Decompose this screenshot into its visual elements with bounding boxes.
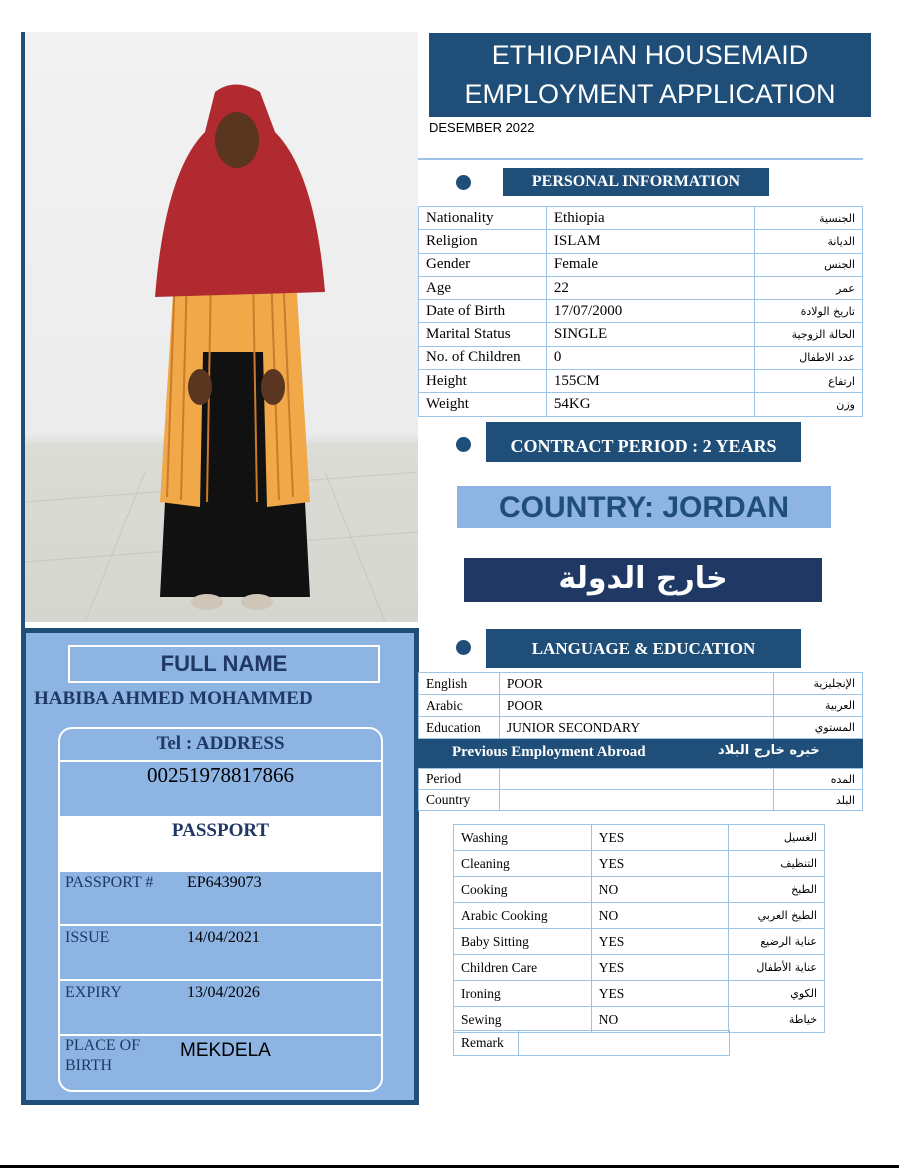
row-arabic-label: ارتفاع: [755, 370, 863, 393]
card-divider: [60, 979, 381, 981]
row-label: Washing: [454, 825, 592, 851]
table-row: [419, 790, 863, 811]
table-row: [454, 929, 825, 955]
row-arabic-label: التنظيف: [729, 851, 825, 877]
row-arabic-label: الطبخ: [729, 877, 825, 903]
row-value: SINGLE: [546, 323, 754, 346]
row-label: No. of Children: [419, 346, 547, 369]
full-name-value: HABIBA AHMED MOHAMMED: [34, 688, 313, 709]
remark-label: Remark: [454, 1031, 519, 1056]
row-label: Date of Birth: [419, 300, 547, 323]
row-label: Education: [419, 717, 500, 739]
row-value: YES: [591, 955, 728, 981]
table-row: [419, 230, 863, 253]
contract-period: CONTRACT PERIOD : 2 YEARS: [486, 422, 801, 462]
document-title: [429, 33, 871, 117]
row-value: YES: [591, 825, 728, 851]
row-label: Arabic Cooking: [454, 903, 592, 929]
row-label: Nationality: [419, 207, 547, 230]
row-value: NO: [591, 903, 728, 929]
tel-label: Tel : ADDRESS: [156, 733, 285, 754]
bullet-icon: [456, 175, 471, 190]
card-divider: [60, 924, 381, 926]
row-label: Religion: [419, 230, 547, 253]
row-arabic-label: وزن: [755, 393, 863, 416]
row-label: Gender: [419, 253, 547, 276]
row-arabic-label: المده: [774, 769, 863, 790]
row-arabic-label: عدد الاطفال: [755, 346, 863, 369]
country-banner: COUNTRY: JORDAN: [457, 486, 831, 528]
row-arabic-label: الإنجليزية: [774, 673, 863, 695]
language-education-heading: LANGUAGE & EDUCATION: [486, 629, 801, 668]
remark-table: [453, 1030, 730, 1056]
row-value: 22: [546, 276, 754, 299]
row-label: Age: [419, 276, 547, 299]
expiry-label: EXPIRY: [65, 984, 122, 1001]
table-row: [454, 981, 825, 1007]
applicant-photo: [25, 32, 418, 622]
issue-label: ISSUE: [65, 929, 110, 946]
table-row: [454, 825, 825, 851]
row-value: Female: [546, 253, 754, 276]
row-arabic-label: عناية الرضيع: [729, 929, 825, 955]
row-value: JUNIOR SECONDARY: [499, 717, 773, 739]
previous-employment-title: Previous Employment Abroad: [452, 744, 646, 760]
row-value: NO: [591, 877, 728, 903]
row-arabic-label: الكوي: [729, 981, 825, 1007]
row-value: YES: [591, 929, 728, 955]
header-separator: [418, 158, 863, 160]
language-table: [418, 672, 863, 739]
row-arabic-label: الديانة: [755, 230, 863, 253]
issue-value: 14/04/2021: [187, 929, 260, 946]
table-row: [419, 207, 863, 230]
row-arabic-label: الجنسية: [755, 207, 863, 230]
row-label: English: [419, 673, 500, 695]
row-arabic-label: خياطة: [729, 1007, 825, 1033]
birthplace-label: PLACE OF: [65, 1037, 141, 1054]
title-line-2: EMPLOYMENT APPLICATION: [464, 79, 836, 109]
table-row: [454, 877, 825, 903]
row-arabic-label: البلد: [774, 790, 863, 811]
row-arabic-label: تاريخ الولادة: [755, 300, 863, 323]
previous-employment-table: [418, 768, 863, 811]
row-arabic-label: العربية: [774, 695, 863, 717]
row-label: Ironing: [454, 981, 592, 1007]
row-value: POOR: [499, 695, 773, 717]
previous-employment-title-ar: خبره خارج البلاد: [718, 743, 820, 758]
table-row: [419, 300, 863, 323]
row-label: Sewing: [454, 1007, 592, 1033]
row-label: Height: [419, 370, 547, 393]
row-label: Baby Sitting: [454, 929, 592, 955]
table-row: [419, 253, 863, 276]
row-label: Cooking: [454, 877, 592, 903]
bullet-icon: [456, 437, 471, 452]
row-value: 54KG: [546, 393, 754, 416]
birthplace-value: MEKDELA: [180, 1040, 271, 1061]
table-row: [419, 717, 863, 739]
remark-value: [519, 1031, 730, 1056]
table-row: [419, 673, 863, 695]
table-row: [419, 695, 863, 717]
birthplace-label-2: BIRTH: [65, 1057, 113, 1074]
card-divider: [60, 760, 381, 762]
full-name-label: FULL NAME: [68, 645, 380, 683]
table-row: [419, 346, 863, 369]
row-arabic-label: عناية الأطفال: [729, 955, 825, 981]
row-arabic-label: الحالة الزوجية: [755, 323, 863, 346]
row-value: Ethiopia: [546, 207, 754, 230]
row-label: Arabic: [419, 695, 500, 717]
passport-number-value: EP6439073: [187, 874, 262, 891]
passport-number-label: PASSPORT #: [65, 874, 154, 891]
table-row: [419, 370, 863, 393]
table-row: [454, 955, 825, 981]
applicant-figure: [25, 32, 418, 622]
previous-employment-heading: [418, 739, 863, 768]
table-row: [419, 323, 863, 346]
row-label: Marital Status: [419, 323, 547, 346]
row-arabic-label: عمر: [755, 276, 863, 299]
personal-info-table: [418, 206, 863, 417]
row-value: POOR: [499, 673, 773, 695]
card-divider: [60, 1034, 381, 1036]
table-row: [419, 769, 863, 790]
tel-value: 00251978817866: [147, 763, 294, 787]
row-arabic-label: الجنس: [755, 253, 863, 276]
row-label: Cleaning: [454, 851, 592, 877]
row-arabic-label: الغسيل: [729, 825, 825, 851]
row-value: 17/07/2000: [546, 300, 754, 323]
row-value: [499, 769, 773, 790]
row-label: Children Care: [454, 955, 592, 981]
table-row: [419, 393, 863, 416]
table-row: [419, 276, 863, 299]
row-label: Country: [419, 790, 500, 811]
row-arabic-label: المستوي: [774, 717, 863, 739]
passport-title: PASSPORT: [171, 820, 270, 841]
table-row: [454, 903, 825, 929]
document-date: DESEMBER 2022: [429, 120, 535, 135]
row-value: YES: [591, 981, 728, 1007]
bullet-icon: [456, 640, 471, 655]
page-bottom-rule: [0, 1165, 899, 1168]
row-label: Weight: [419, 393, 547, 416]
expiry-value: 13/04/2026: [187, 984, 260, 1001]
row-value: 155CM: [546, 370, 754, 393]
title-line-1: ETHIOPIAN HOUSEMAID: [491, 40, 809, 70]
row-value: YES: [591, 851, 728, 877]
row-label: Period: [419, 769, 500, 790]
row-value: [499, 790, 773, 811]
row-value: ISLAM: [546, 230, 754, 253]
row-value: 0: [546, 346, 754, 369]
table-row: [454, 1007, 825, 1033]
abroad-banner: خارج الدولة: [464, 558, 822, 602]
table-row: [454, 1031, 730, 1056]
row-value: NO: [591, 1007, 728, 1033]
table-row: [454, 851, 825, 877]
skills-table: [453, 824, 825, 1033]
personal-info-heading: PERSONAL INFORMATION: [503, 168, 769, 196]
row-arabic-label: الطبخ العربي: [729, 903, 825, 929]
